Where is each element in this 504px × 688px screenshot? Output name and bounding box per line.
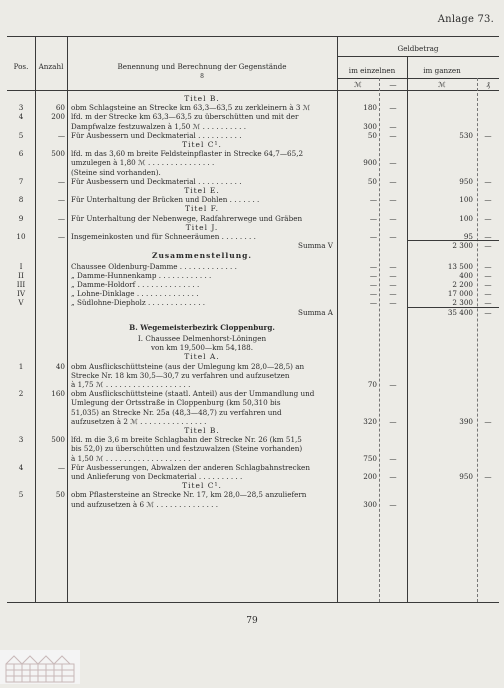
- row-text: obm Pflastersteine an Strecke Nr. 17, km 28,0—28,5 anzuliefern: [71, 490, 307, 500]
- row-einzeln-pf: —: [389, 130, 397, 140]
- row-text: 51,035) an Strecke Nr. 25a (48,3—48,7) zu verfahren und: [71, 407, 282, 417]
- row-ganzen: 530: [459, 130, 473, 140]
- sum-pf: —: [484, 241, 492, 251]
- row-text: Für Unterhaltung der Nebenwege, Radfahrerwege und Gräben: [71, 213, 303, 223]
- row-einzeln: 50: [367, 176, 377, 186]
- row-einzeln-pf: —: [389, 453, 397, 463]
- district-heading: B. Wegemeisterbezirk Cloppenburg.: [129, 322, 275, 332]
- section-title: Titel B.: [184, 426, 220, 435]
- row-text: obm Ausflickschüttsteine (staatl. Anteil) aus der Ummandlung und: [71, 389, 315, 399]
- row-pos: 1: [18, 361, 24, 371]
- row-einzeln: —: [369, 280, 377, 289]
- summary-heading: Zusammenstellung.: [151, 251, 253, 261]
- col-pos: Pos.: [13, 62, 29, 71]
- row-einzeln-pf: —: [389, 103, 397, 113]
- row-pos: 3: [18, 103, 24, 113]
- row-ganzen: 100: [459, 195, 473, 205]
- row-text: bis 52,0) zu überschütten und festzuwalzen (Steine vorhanden): [71, 444, 303, 454]
- row-ganzen: 2 200: [452, 280, 473, 289]
- row-text: umzulegen à 1,80 ℳ . . . . . . . . . . . . . . .: [71, 158, 215, 168]
- page-number: 79: [246, 616, 258, 626]
- bottom-rule: [7, 602, 499, 603]
- row-ganzen: 2 300: [452, 298, 473, 308]
- row-text: lfd. m das 3,60 m breite Feldsteinpflaster in Strecke 64,7—65,2: [71, 149, 304, 159]
- col-mark-1: ℳ: [354, 80, 362, 89]
- row-einzeln-pf: —: [389, 158, 397, 168]
- row-ganzen: 950: [459, 472, 473, 481]
- row-einzeln-pf: —: [389, 176, 397, 186]
- row-ganzen-pf: —: [484, 261, 492, 271]
- library-building-logo: [0, 650, 504, 684]
- sub-rule: [337, 78, 499, 79]
- row-anzahl: —: [57, 130, 65, 140]
- row-text: „ Damme-Hunnenkamp . . . . . . . . . . . .: [71, 270, 212, 280]
- row-pos: 3: [18, 435, 24, 445]
- row-ganzen-pf: —: [484, 298, 492, 308]
- header-rule: [7, 90, 499, 91]
- row-text: Chaussee Oldenburg-Damme . . . . . . . . . . . . .: [71, 261, 237, 271]
- row-ganzen-pf: —: [484, 232, 492, 241]
- row-einzeln: 50: [367, 130, 377, 140]
- section-title: Titel E.: [184, 186, 220, 195]
- row-anzahl: —: [57, 462, 65, 472]
- row-text: à 1,75 ℳ . . . . . . . . . . . . . . . . . . .: [71, 380, 191, 389]
- row-text: obm Schlagsteine an Strecke km 63,3—63,5 zu zerkleinern à 3 ℳ: [71, 103, 311, 113]
- row-pos: 4: [18, 112, 24, 122]
- col-mark-2: ℳ: [438, 80, 446, 89]
- row-einzeln-pf: —: [389, 195, 397, 205]
- row-einzeln: 300: [363, 121, 377, 131]
- row-pos: 7: [18, 176, 24, 186]
- row-einzeln: —: [369, 195, 377, 205]
- row-pos: 5: [18, 490, 24, 500]
- row-ganzen-pf: —: [484, 176, 492, 186]
- row-anzahl: —: [57, 195, 65, 205]
- row-einzeln: 750: [363, 453, 377, 463]
- col-geldbetrag: Geldbetrag: [397, 44, 439, 53]
- row-text: Für Ausbesserungen, Abwalzen der anderen Schlagbahnstrecken: [71, 462, 310, 472]
- section-title: Titel J.: [185, 222, 219, 232]
- row-text: und aufzusetzen à 6 ℳ . . . . . . . . . . . . . .: [71, 499, 219, 509]
- row-pos: 10: [16, 232, 26, 241]
- col-pf-1: —: [389, 80, 397, 89]
- row-anzahl: 500: [51, 435, 65, 445]
- sum-label: Summa A: [298, 307, 333, 317]
- row-einzeln: —: [369, 270, 377, 280]
- row-ganzen-pf: —: [484, 472, 492, 481]
- row-ganzen-pf: —: [484, 416, 492, 426]
- row-einzeln: —: [369, 261, 377, 271]
- row-text: (Steine sind vorhanden).: [71, 167, 161, 177]
- row-text: lfd. m die 3,6 m breite Schlagbahn der Strecke Nr. 26 (km 51,5: [71, 435, 302, 445]
- row-pos: 5: [18, 130, 24, 140]
- geld-rule: [337, 56, 499, 57]
- row-text: „ Lohne-Dinklage . . . . . . . . . . . . . .: [71, 289, 199, 299]
- row-ganzen-pf: —: [484, 270, 492, 280]
- row-pos: V: [18, 298, 24, 308]
- row-ganzen: 95: [463, 232, 473, 241]
- row-einzeln-pf: —: [389, 121, 397, 131]
- row-ganzen: 17 000: [447, 289, 473, 299]
- row-einzeln: —: [369, 232, 377, 241]
- road-heading: von km 19,500—km 54,188.: [151, 343, 253, 353]
- row-text: lfd. m der Strecke km 63,3—63,5 zu überschütten und mit der: [71, 112, 299, 122]
- row-text: und Anlieferung von Deckmaterial . . . . . . . . . .: [71, 472, 243, 481]
- col-pf-2: ₰: [486, 80, 490, 89]
- row-einzeln-pf: —: [389, 380, 397, 389]
- row-einzeln: 180: [363, 103, 377, 113]
- row-anzahl: 200: [51, 112, 65, 122]
- row-text: „ Damme-Holdorf . . . . . . . . . . . . . .: [71, 280, 200, 289]
- row-pos: II: [18, 270, 24, 280]
- row-einzeln: 320: [363, 416, 377, 426]
- row-einzeln: —: [369, 298, 377, 308]
- row-ganzen-pf: —: [484, 195, 492, 205]
- section-title: Titel F.: [184, 204, 220, 214]
- row-anzahl: 500: [51, 149, 65, 159]
- row-ganzen: 400: [459, 270, 473, 280]
- row-einzeln-pf: —: [389, 232, 397, 241]
- section-title: Titel A.: [184, 352, 220, 362]
- row-pos: 2: [18, 389, 24, 399]
- road-heading: I. Chaussee Delmenhorst-Löningen: [137, 334, 267, 343]
- row-ganzen-pf: —: [484, 280, 492, 289]
- row-pos: 6: [18, 149, 24, 159]
- sum-value: 2 300: [452, 241, 473, 251]
- row-ganzen: 100: [459, 213, 473, 223]
- row-einzeln: —: [369, 213, 377, 223]
- row-text: „ Südlohne-Diepholz . . . . . . . . . . . . .: [71, 298, 206, 308]
- row-ganzen: 950: [459, 176, 473, 186]
- row-anzahl: —: [57, 176, 65, 186]
- row-ganzen-pf: —: [484, 213, 492, 223]
- row-einzeln: 300: [363, 499, 377, 509]
- row-text: Insgemeinkosten und für Schneeräumen . . . . . . . .: [71, 232, 256, 241]
- row-einzeln: 70: [367, 380, 377, 389]
- sum-pf: —: [484, 307, 492, 317]
- row-ganzen: 390: [459, 416, 473, 426]
- section-title: Titel B.: [184, 94, 220, 103]
- top-rule: [7, 36, 499, 37]
- sum-value: 35 400: [447, 307, 473, 317]
- row-pos: 4: [18, 462, 24, 472]
- row-einzeln-pf: —: [389, 298, 397, 308]
- row-text: Umlegung der Ortsstraße in Cloppenburg (km 50,310 bis: [71, 398, 281, 408]
- sum-label: Summa V: [298, 241, 333, 251]
- row-text: Für Ausbessern und Deckmaterial . . . . . . . . . .: [71, 130, 242, 140]
- row-text: Für Ausbessern und Deckmaterial . . . . . . . . . .: [71, 176, 242, 186]
- row-text: Für Unterhaltung der Brücken und Dohlen . . . . . . .: [71, 195, 260, 205]
- row-anzahl: —: [57, 213, 65, 223]
- row-anzahl: 60: [55, 103, 65, 113]
- row-einzeln: 900: [363, 158, 377, 168]
- row-einzeln-pf: —: [389, 280, 397, 289]
- row-pos: 9: [18, 213, 24, 223]
- row-einzeln-pf: —: [389, 289, 397, 299]
- row-anzahl: —: [57, 232, 65, 241]
- col-anzahl: Anzahl: [38, 62, 64, 71]
- col-rule-6: [477, 78, 478, 602]
- row-einzeln-pf: —: [389, 261, 397, 271]
- col-benennung: Benennung und Berechnung der Gegenstände: [117, 62, 287, 71]
- row-pos: III: [16, 280, 26, 289]
- col-rule-2: [67, 36, 68, 602]
- row-einzeln-pf: —: [389, 416, 397, 426]
- col-rule-4: [379, 78, 380, 602]
- row-pos: I: [19, 261, 23, 271]
- row-anzahl: 160: [51, 389, 65, 399]
- row-ganzen-pf: —: [484, 130, 492, 140]
- row-ganzen-pf: —: [484, 289, 492, 299]
- section-title: Titel C¹.: [182, 140, 222, 149]
- col-ganzen: im ganzen: [423, 66, 461, 75]
- row-einzeln-pf: —: [389, 472, 397, 481]
- row-anzahl: 50: [55, 490, 65, 500]
- row-text: à 1,50 ℳ . . . . . . . . . . . . . . . . . . .: [71, 453, 191, 463]
- row-einzeln-pf: —: [389, 499, 397, 509]
- row-pos: 8: [18, 195, 24, 205]
- col-einzelnen: im einzelnen: [348, 66, 396, 75]
- row-einzeln-pf: —: [389, 213, 397, 223]
- row-einzeln: 200: [363, 472, 377, 481]
- section-title: Titel C¹.: [182, 481, 222, 491]
- row-pos: IV: [16, 289, 26, 299]
- row-einzeln: —: [369, 289, 377, 299]
- annex-label: Anlage 73.: [437, 14, 494, 25]
- col-benennung-sub: 8: [200, 73, 204, 80]
- row-text: Dampfwalze festzuwalzen à 1,50 ℳ . . . . . . . . . .: [71, 121, 247, 131]
- row-ganzen: 13 500: [447, 261, 473, 271]
- row-einzeln-pf: —: [389, 270, 397, 280]
- row-text: Strecke Nr. 18 km 30,5—30,7 zu verfahren und aufzusetzen: [71, 370, 290, 380]
- row-text: obm Ausflickschüttsteine (aus der Umlegung km 28,0—28,5) an: [71, 361, 305, 371]
- row-anzahl: 40: [55, 361, 65, 371]
- row-text: aufzusetzen à 2 ℳ . . . . . . . . . . . . . . .: [71, 416, 207, 426]
